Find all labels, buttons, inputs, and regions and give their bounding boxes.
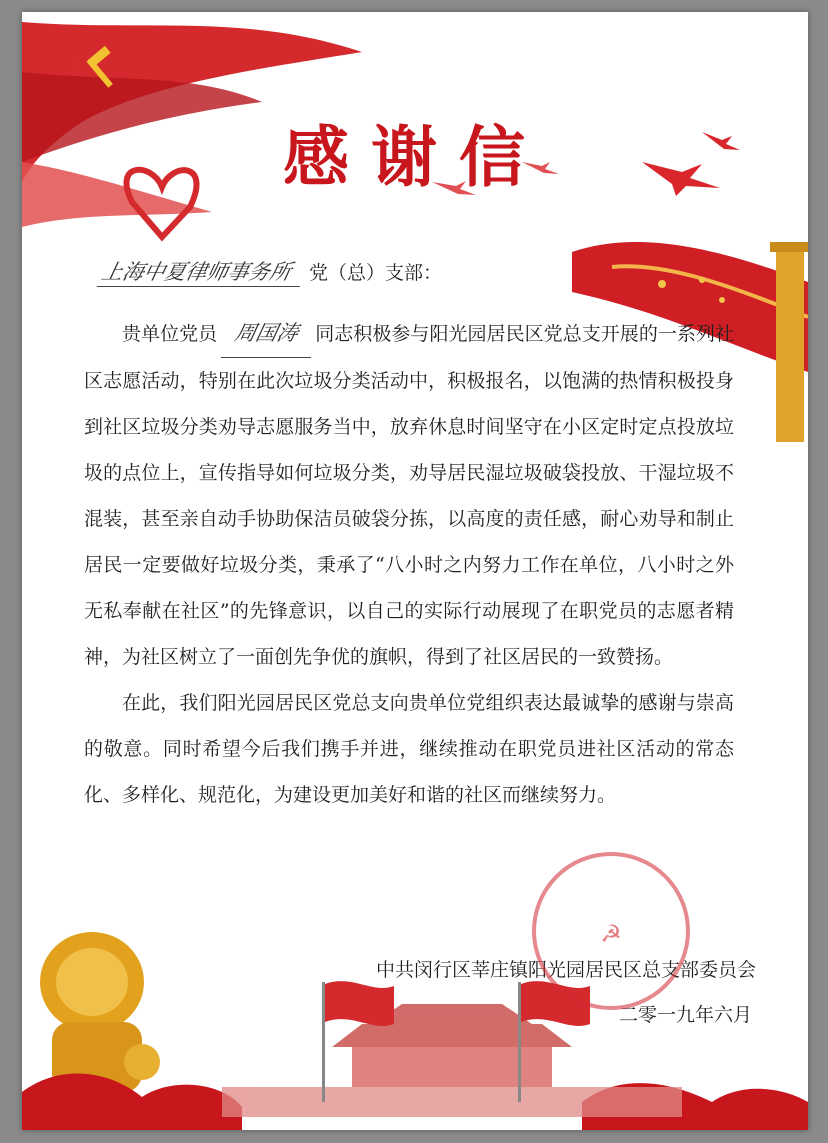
salutation xyxy=(100,256,442,287)
letter-body xyxy=(84,310,734,818)
lion-statue xyxy=(40,932,160,1092)
member-name: 周国涛 xyxy=(232,321,301,345)
official-seal xyxy=(532,852,690,1010)
paragraph-1 xyxy=(84,310,734,680)
paragraph-2: 在此，我们阳光园居民区党总支向贵单位党组织表达最诚挚的感谢与崇高的敬意。同时希望今后我们携手并进，继续推动在职党员进社区活动的常态化、多样化、规范化，为建设更加美好和谐的社区而继续努力。 xyxy=(84,692,734,806)
signature-organization: 中共闵行区莘庄镇阳光园居民区总支部委员会 xyxy=(375,959,756,981)
recipient-name: 上海中夏律师事务所 xyxy=(97,256,307,287)
letter-title: 感谢信 xyxy=(283,119,547,196)
signature-date: 二零一九年六月 xyxy=(618,1004,752,1026)
p1-prefix: 贵单位党员 xyxy=(122,323,218,345)
salutation-suffix: 党（总）支部： xyxy=(309,262,443,284)
letter-paper xyxy=(22,12,808,1130)
member-name-field xyxy=(221,310,311,358)
p1-rest: 同志积极参与阳光园居民区党总支开展的一系列社区志愿活动，特别在此次垃圾分类活动中，积极报名，以饱满的热情积极投身到社区垃圾分类劝导志愿服务当中，放弃休息时间坚守在小区定时定点投放垃圾的点位上，宣传指导如何垃圾分类，劝导居民湿垃圾破袋投放、干湿垃圾不混装，甚至亲自动手协助保洁员破袋分拣，以高度的责任感，耐心劝导和制止居民一定要做好垃圾分类，秉承了“八小时之内努力工作在单位，八小时之外无私奉献在社区”的先锋意识，以自己的实际行动展现了在职党员的志愿者精神，为社区树立了一面创先争优的旗帜，得到了社区居民的一致赞扬。 xyxy=(84,323,734,668)
gate-tower xyxy=(222,1004,682,1117)
seal-emblem-icon: ☭ xyxy=(600,920,622,948)
hammer-sickle-icon xyxy=(70,42,128,100)
